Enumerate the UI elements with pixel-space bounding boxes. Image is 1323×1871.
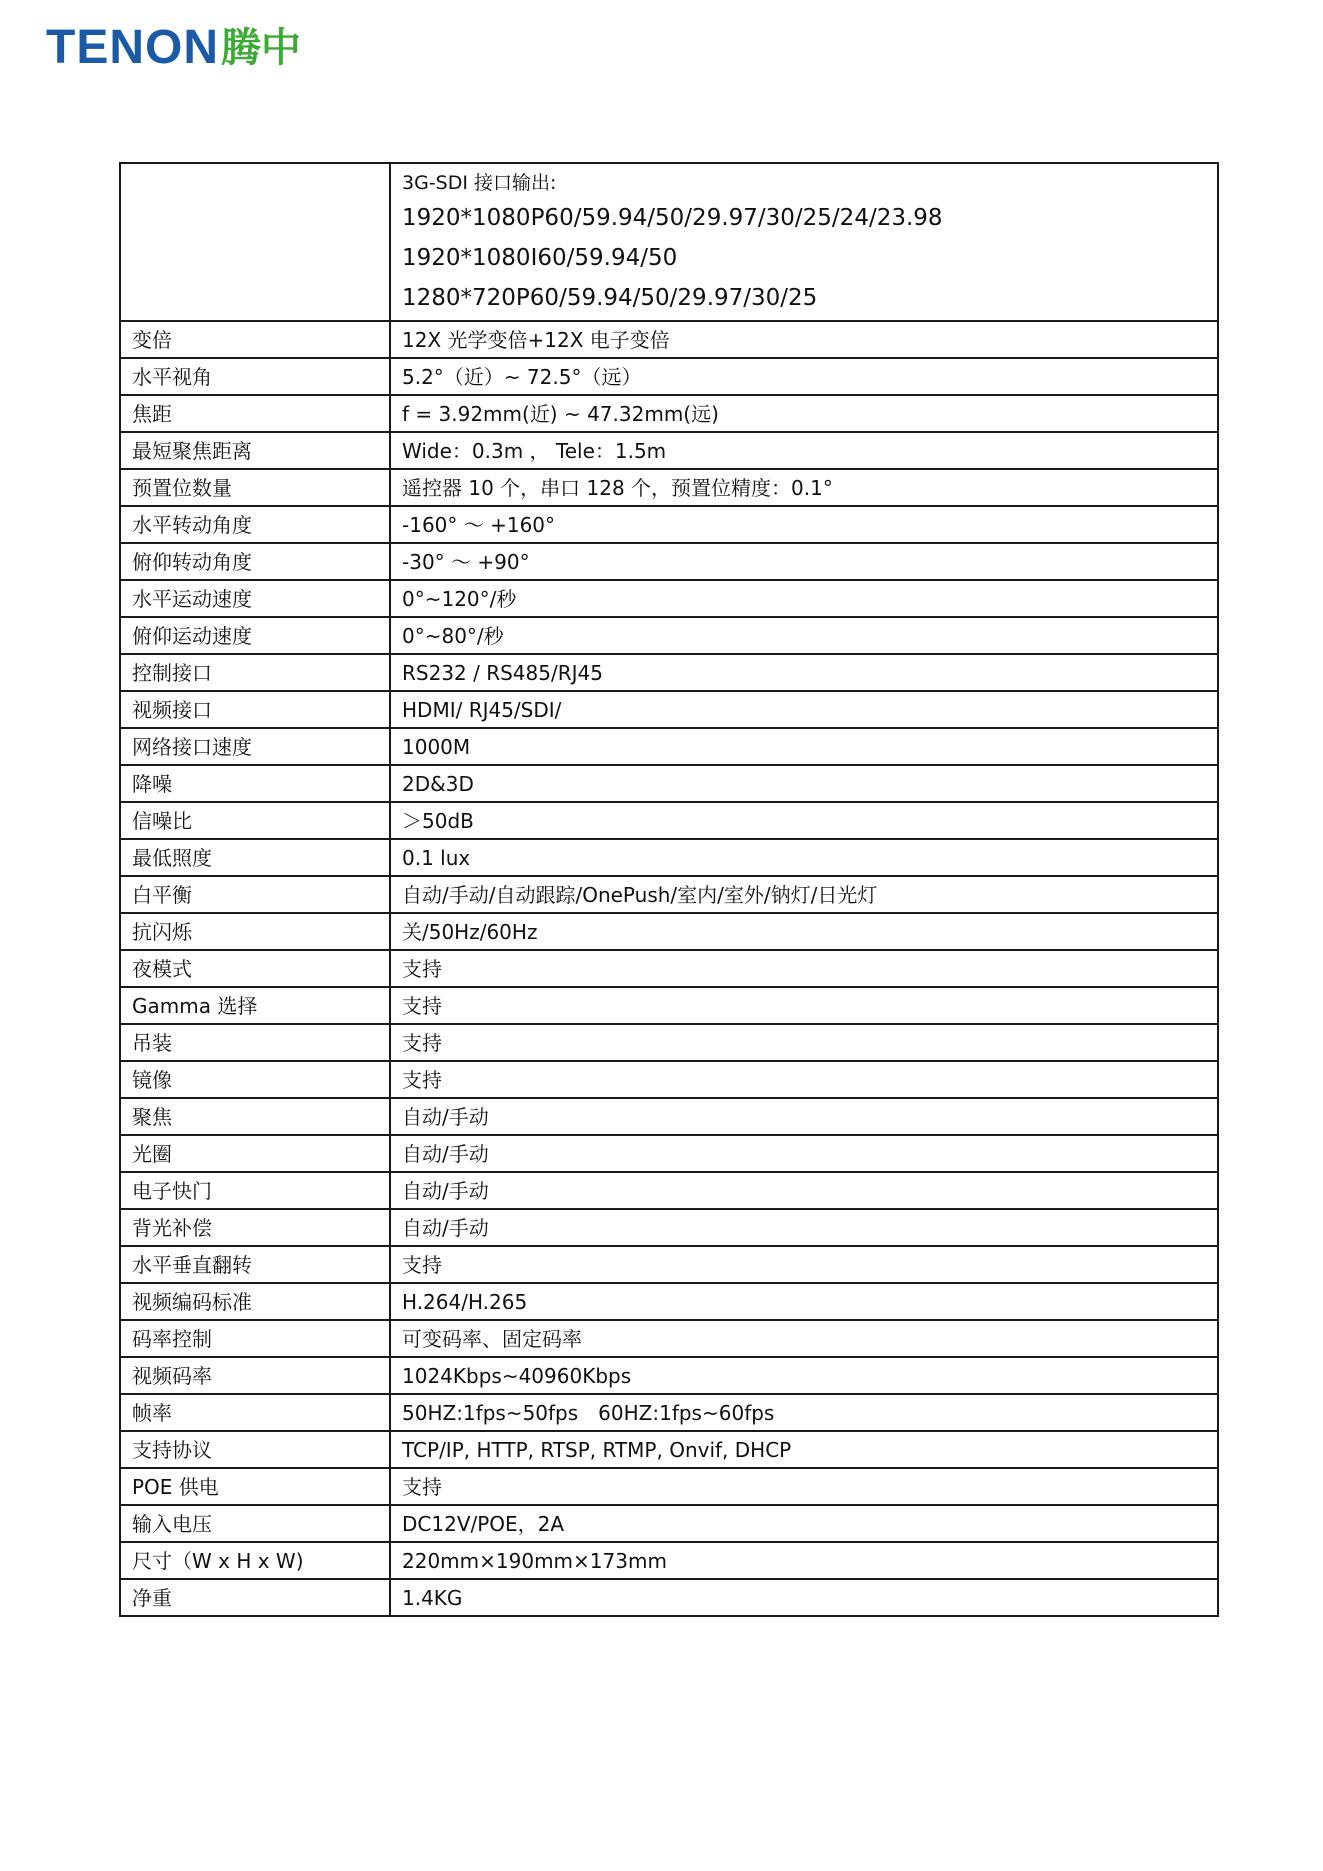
spec-label: 视频接口 <box>120 691 390 728</box>
spec-row <box>120 728 1218 765</box>
logo-text-cn: 腾中 <box>221 25 301 71</box>
spec-label: 背光补偿 <box>120 1209 390 1246</box>
spec-label: 视频码率 <box>120 1357 390 1394</box>
spec-value-video-output <box>390 163 1218 321</box>
spec-value: -30° ～ +90° <box>390 543 1218 580</box>
spec-value: Wide：0.3m ， Tele：1.5m <box>390 432 1218 469</box>
spec-value: 关/50Hz/60Hz <box>390 913 1218 950</box>
spec-label: 控制接口 <box>120 654 390 691</box>
spec-label <box>120 163 390 321</box>
spec-label: Gamma 选择 <box>120 987 390 1024</box>
video-output-format: 1920*1080P60/59.94/50/29.97/30/25/24/23.98 <box>402 205 943 231</box>
spec-label: 俯仰运动速度 <box>120 617 390 654</box>
spec-value: -160° ～ +160° <box>390 506 1218 543</box>
spec-row <box>120 1283 1218 1320</box>
spec-row-video-output <box>120 163 1218 321</box>
spec-label: 最短聚焦距离 <box>120 432 390 469</box>
spec-value: 支持 <box>390 1061 1218 1098</box>
spec-row <box>120 1357 1218 1394</box>
spec-label: 镜像 <box>120 1061 390 1098</box>
spec-row <box>120 321 1218 358</box>
spec-table-body <box>120 163 1218 1616</box>
spec-value: 支持 <box>390 950 1218 987</box>
spec-value: H.264/H.265 <box>390 1283 1218 1320</box>
spec-label: 水平垂直翻转 <box>120 1246 390 1283</box>
spec-label: 尺寸（W x H x W) <box>120 1542 390 1579</box>
spec-row <box>120 543 1218 580</box>
spec-value: 自动/手动 <box>390 1172 1218 1209</box>
spec-label: 视频编码标准 <box>120 1283 390 1320</box>
spec-value: 220mm×190mm×173mm <box>390 1542 1218 1579</box>
spec-value: DC12V/POE，2A <box>390 1505 1218 1542</box>
video-output-block <box>402 166 1217 318</box>
spec-row <box>120 691 1218 728</box>
spec-label: 水平运动速度 <box>120 580 390 617</box>
spec-value: 0.1 lux <box>390 839 1218 876</box>
spec-label: 最低照度 <box>120 839 390 876</box>
spec-row <box>120 1135 1218 1172</box>
spec-label: 焦距 <box>120 395 390 432</box>
spec-value: 自动/手动/自动跟踪/OnePush/室内/室外/钠灯/日光灯 <box>390 876 1218 913</box>
spec-value: 1000M <box>390 728 1218 765</box>
spec-value: 5.2°（近）~ 72.5°（远） <box>390 358 1218 395</box>
spec-row <box>120 876 1218 913</box>
spec-value: 0°~80°/秒 <box>390 617 1218 654</box>
spec-label: 帧率 <box>120 1394 390 1431</box>
brand-logo <box>46 21 301 74</box>
spec-label: 预置位数量 <box>120 469 390 506</box>
spec-row <box>120 1098 1218 1135</box>
spec-value: RS232 / RS485/RJ45 <box>390 654 1218 691</box>
spec-row <box>120 1431 1218 1468</box>
spec-value: 自动/手动 <box>390 1135 1218 1172</box>
spec-label: 降噪 <box>120 765 390 802</box>
spec-value: 自动/手动 <box>390 1098 1218 1135</box>
spec-row <box>120 617 1218 654</box>
spec-row <box>120 987 1218 1024</box>
spec-label: 网络接口速度 <box>120 728 390 765</box>
spec-row <box>120 1024 1218 1061</box>
spec-row <box>120 580 1218 617</box>
spec-row <box>120 1579 1218 1616</box>
spec-value: ＞50dB <box>390 802 1218 839</box>
spec-label: 光圈 <box>120 1135 390 1172</box>
spec-value: HDMI/ RJ45/SDI/ <box>390 691 1218 728</box>
spec-label: 变倍 <box>120 321 390 358</box>
spec-label: 净重 <box>120 1579 390 1616</box>
spec-row <box>120 506 1218 543</box>
spec-label: 白平衡 <box>120 876 390 913</box>
spec-value: 12X 光学变倍+12X 电子变倍 <box>390 321 1218 358</box>
spec-row <box>120 654 1218 691</box>
spec-label: 支持协议 <box>120 1431 390 1468</box>
spec-row <box>120 1209 1218 1246</box>
spec-value: TCP/IP, HTTP, RTSP, RTMP, Onvif, DHCP <box>390 1431 1218 1468</box>
spec-value: 支持 <box>390 1024 1218 1061</box>
spec-label: 信噪比 <box>120 802 390 839</box>
spec-row <box>120 1246 1218 1283</box>
spec-value: 50HZ:1fps~50fps 60HZ:1fps~60fps <box>390 1394 1218 1431</box>
logo-text-en: TENON <box>46 21 219 74</box>
spec-row <box>120 765 1218 802</box>
spec-row <box>120 839 1218 876</box>
spec-row <box>120 395 1218 432</box>
video-output-heading: 3G-SDI 接口输出: <box>402 172 557 194</box>
spec-row <box>120 913 1218 950</box>
spec-row <box>120 469 1218 506</box>
spec-row <box>120 802 1218 839</box>
spec-row <box>120 950 1218 987</box>
spec-value: 0°~120°/秒 <box>390 580 1218 617</box>
spec-value: 支持 <box>390 1246 1218 1283</box>
spec-label: 俯仰转动角度 <box>120 543 390 580</box>
spec-label: 聚焦 <box>120 1098 390 1135</box>
spec-value: 可变码率、固定码率 <box>390 1320 1218 1357</box>
spec-row <box>120 358 1218 395</box>
spec-row <box>120 1468 1218 1505</box>
spec-value: 支持 <box>390 1468 1218 1505</box>
spec-row <box>120 1542 1218 1579</box>
spec-row <box>120 432 1218 469</box>
video-output-format: 1280*720P60/59.94/50/29.97/30/25 <box>402 285 818 311</box>
spec-value: 支持 <box>390 987 1218 1024</box>
spec-label: 抗闪烁 <box>120 913 390 950</box>
spec-row <box>120 1320 1218 1357</box>
video-output-format: 1920*1080I60/59.94/50 <box>402 245 678 271</box>
spec-label: 输入电压 <box>120 1505 390 1542</box>
spec-value: f = 3.92mm(近) ~ 47.32mm(远) <box>390 395 1218 432</box>
spec-label: 电子快门 <box>120 1172 390 1209</box>
spec-value: 遥控器 10 个，串口 128 个，预置位精度：0.1° <box>390 469 1218 506</box>
spec-value: 自动/手动 <box>390 1209 1218 1246</box>
spec-label: 码率控制 <box>120 1320 390 1357</box>
spec-value: 2D&3D <box>390 765 1218 802</box>
spec-label: 吊装 <box>120 1024 390 1061</box>
spec-row <box>120 1394 1218 1431</box>
spec-row <box>120 1172 1218 1209</box>
spec-value: 1.4KG <box>390 1579 1218 1616</box>
spec-value: 1024Kbps~40960Kbps <box>390 1357 1218 1394</box>
spec-label: 水平转动角度 <box>120 506 390 543</box>
spec-label: POE 供电 <box>120 1468 390 1505</box>
spec-table <box>119 162 1219 1617</box>
spec-label: 夜模式 <box>120 950 390 987</box>
spec-row <box>120 1061 1218 1098</box>
spec-label: 水平视角 <box>120 358 390 395</box>
spec-row <box>120 1505 1218 1542</box>
